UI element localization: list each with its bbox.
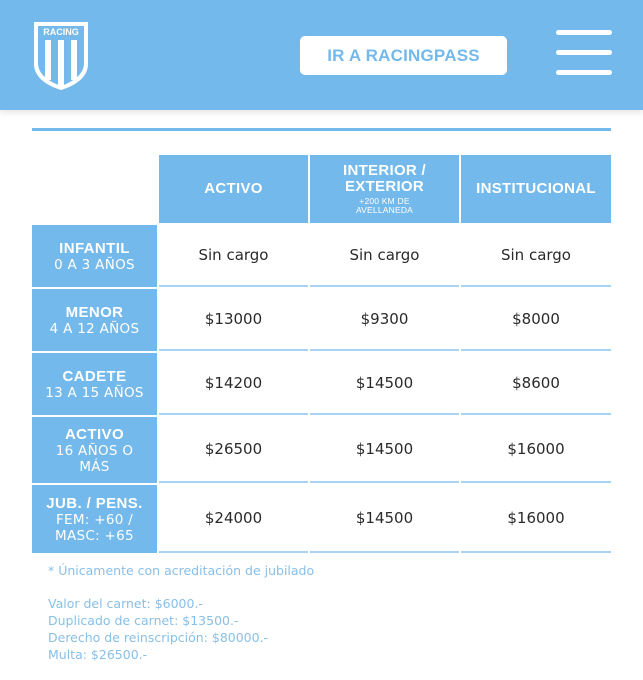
- row-label: MENOR: [65, 303, 124, 321]
- price-value: $16000: [507, 509, 565, 527]
- row-sublabel: 0 A 3 AÑOS: [54, 256, 135, 273]
- hamburger-menu-icon[interactable]: [556, 30, 612, 78]
- row-label: JUB. / PENS.: [46, 494, 143, 512]
- fee-item: Duplicado de carnet: $13500.-: [48, 613, 239, 628]
- row-label-cell: [32, 289, 157, 351]
- column-header-label: INSTITUCIONAL: [476, 180, 596, 197]
- price-cell: [159, 353, 308, 415]
- row-label-cell: [32, 225, 157, 287]
- row-label: CADETE: [62, 367, 127, 385]
- price-cell: [310, 289, 459, 351]
- row-sublabel: 4 A 12 AÑOS: [49, 320, 140, 337]
- column-header-label: ACTIVO: [204, 180, 263, 197]
- price-value: Sin cargo: [198, 246, 269, 264]
- price-cell: [159, 225, 308, 287]
- racing-club-logo[interactable]: [32, 20, 90, 92]
- price-value: $14500: [355, 509, 414, 527]
- price-cell: [310, 225, 459, 287]
- price-cell: [159, 485, 308, 553]
- price-cell: [310, 417, 459, 483]
- fee-item: Multa: $26500.-: [48, 647, 148, 662]
- row-sublabel: 16 AÑOS O MÁS: [55, 442, 134, 475]
- price-cell: [159, 417, 308, 483]
- jubilado-footnote: * Únicamente con acreditación de jubilado: [48, 563, 315, 578]
- table-row: [32, 485, 611, 553]
- table-row: [32, 417, 611, 483]
- price-value: $16000: [507, 440, 565, 458]
- price-value: Sin cargo: [500, 246, 571, 264]
- row-label-cell: [32, 485, 157, 553]
- price-cell: [461, 485, 611, 553]
- price-value: $14200: [204, 374, 263, 392]
- price-value: $8000: [512, 310, 560, 328]
- price-value: $9300: [360, 310, 409, 328]
- price-cell: [159, 289, 308, 351]
- row-sublabel: FEM: +60 / MASC: +65: [55, 511, 134, 544]
- table-row: [32, 289, 611, 351]
- row-label-cell: [32, 353, 157, 415]
- fee-item: Derecho de reinscripción: $80000.-: [48, 630, 269, 645]
- price-value: $8600: [512, 374, 560, 392]
- column-header-label: INTERIOR / EXTERIOR: [342, 162, 426, 195]
- price-value: $14500: [355, 374, 414, 392]
- row-label-cell: [32, 417, 157, 483]
- section-divider: [32, 128, 611, 131]
- price-cell: [310, 485, 459, 553]
- price-cell: [310, 353, 459, 415]
- price-cell: [461, 289, 611, 351]
- price-value: $14500: [355, 440, 414, 458]
- logo-text: RACING: [43, 27, 79, 37]
- racingpass-button[interactable]: IR A RACINGPASS: [300, 36, 507, 75]
- table-row: [32, 225, 611, 287]
- price-cell: [461, 225, 611, 287]
- price-cell: [461, 417, 611, 483]
- column-header-activo: [159, 155, 308, 223]
- row-sublabel: 13 A 15 AÑOS: [45, 384, 144, 401]
- price-value: $13000: [204, 310, 263, 328]
- fees-list: [48, 595, 448, 663]
- table-header-row: [32, 155, 611, 223]
- column-header-institucional: [461, 155, 611, 223]
- column-header-sublabel: +200 KM DE AVELLANEDA: [355, 196, 414, 215]
- row-label: ACTIVO: [64, 425, 125, 443]
- price-cell: [461, 353, 611, 415]
- column-header-interior-exterior: [310, 155, 459, 223]
- price-value: $26500: [204, 440, 263, 458]
- price-value: Sin cargo: [349, 246, 420, 264]
- table-row: [32, 353, 611, 415]
- price-value: $24000: [204, 509, 263, 527]
- site-header: [0, 0, 643, 110]
- fee-item: Valor del carnet: $6000.-: [48, 596, 203, 611]
- row-label: INFANTIL: [59, 239, 130, 257]
